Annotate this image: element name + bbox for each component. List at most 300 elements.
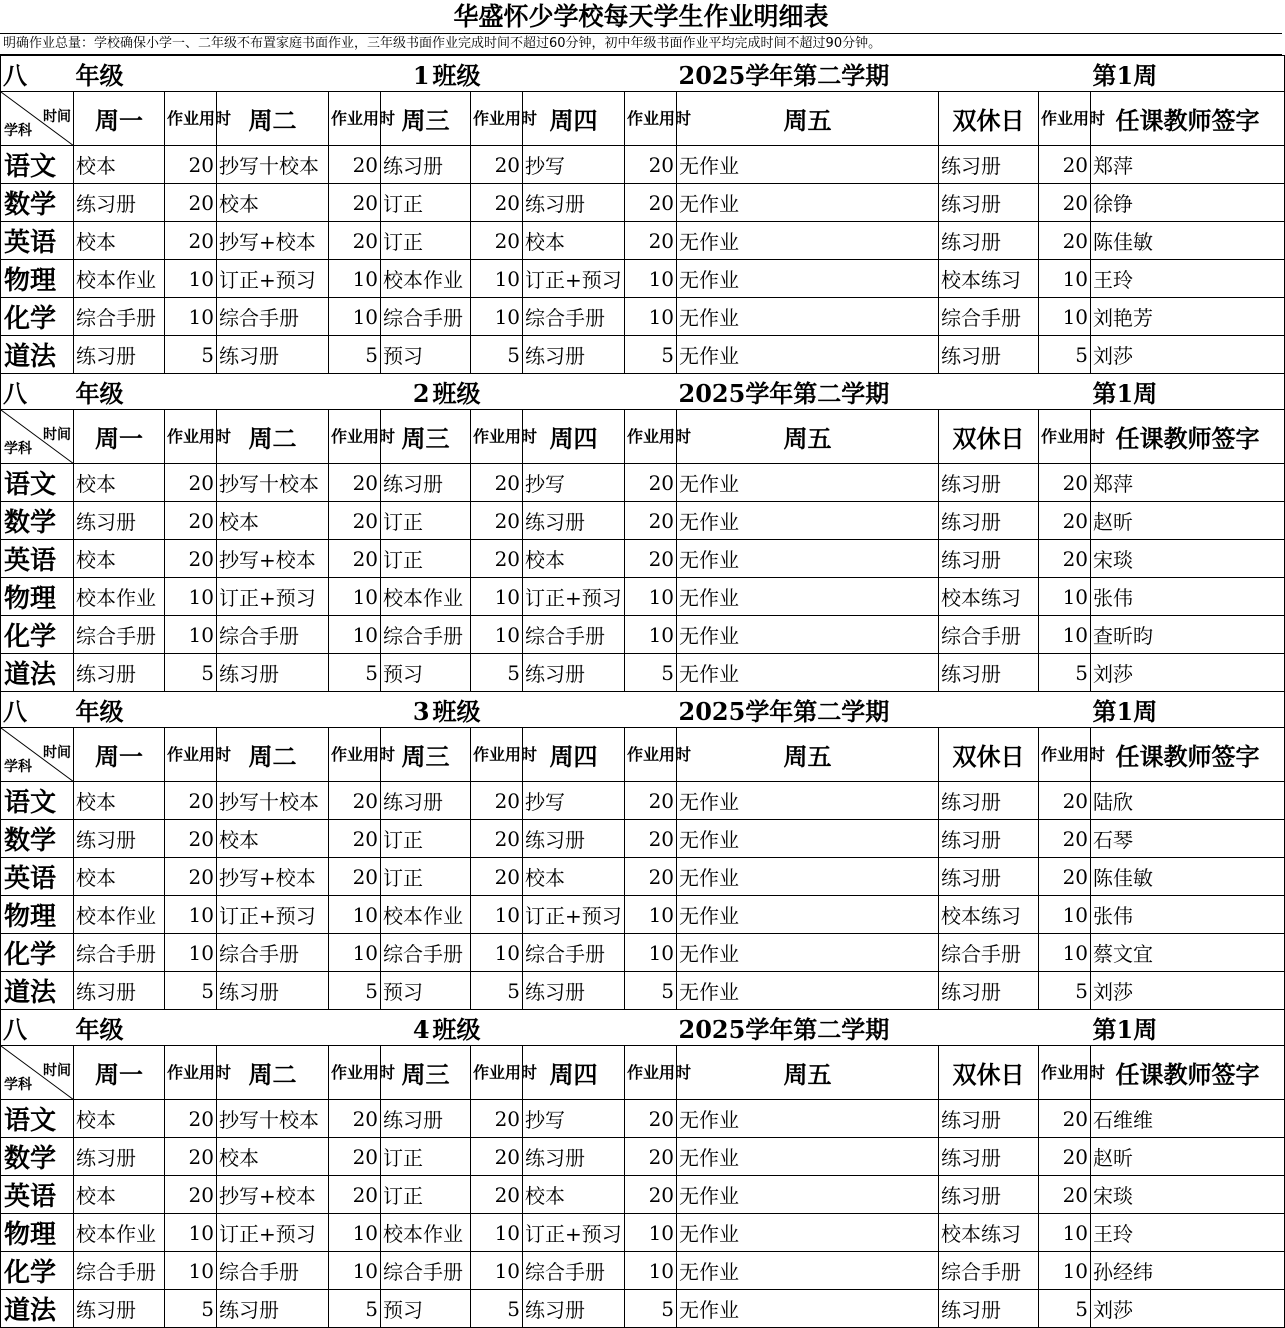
tue-homework: 练习册 <box>217 654 329 692</box>
wed-homework: 订正 <box>381 820 471 858</box>
mon-homework: 练习册 <box>74 502 165 540</box>
tue-homework: 订正+预习 <box>217 1214 329 1252</box>
thu-time: 20 <box>625 820 677 858</box>
header-weekend: 双休日 <box>939 410 1039 464</box>
fri-homework: 无作业 <box>677 222 939 260</box>
mon-time: 10 <box>165 934 217 972</box>
header-time: 作业用时 <box>471 410 523 464</box>
mon-homework: 练习册 <box>74 1290 165 1328</box>
class-number: 1 <box>412 61 430 90</box>
weekend-homework: 练习册 <box>939 1100 1039 1138</box>
thu-homework: 抄写 <box>523 782 625 820</box>
table-row <box>1 184 1285 222</box>
wed-homework: 校本作业 <box>381 260 471 298</box>
teacher-name: 陈佳敏 <box>1091 858 1285 896</box>
weekend-time: 20 <box>1039 222 1091 260</box>
header-time: 作业用时 <box>1039 410 1091 464</box>
thu-homework: 练习册 <box>523 1138 625 1176</box>
header-tue: 周二 <box>217 728 329 782</box>
mon-time: 20 <box>165 820 217 858</box>
mon-time: 20 <box>165 1100 217 1138</box>
wed-homework: 订正 <box>381 540 471 578</box>
weekend-homework: 练习册 <box>939 502 1039 540</box>
tue-time: 10 <box>329 1252 381 1290</box>
fri-homework: 无作业 <box>677 260 939 298</box>
weekend-time: 20 <box>1039 184 1091 222</box>
table-row <box>1 1214 1285 1252</box>
mon-homework: 校本作业 <box>74 578 165 616</box>
tue-homework: 抄写十校本 <box>217 146 329 184</box>
mon-homework: 校本 <box>74 1100 165 1138</box>
tue-homework: 抄写+校本 <box>217 222 329 260</box>
class-label: 班级 <box>432 379 481 408</box>
diagonal-header-cell <box>1 1046 74 1100</box>
thu-homework: 校本 <box>523 858 625 896</box>
teacher-name: 刘艳芳 <box>1091 298 1285 336</box>
weekend-time: 20 <box>1039 502 1091 540</box>
thu-homework: 抄写 <box>523 464 625 502</box>
header-time: 作业用时 <box>1039 92 1091 146</box>
thu-time: 5 <box>625 1290 677 1328</box>
table-row <box>1 1290 1285 1328</box>
teacher-name: 郑萍 <box>1091 464 1285 502</box>
table-row <box>1 336 1285 374</box>
column-header-row <box>1 92 1285 146</box>
class-label: 班级 <box>432 1015 481 1044</box>
table-row <box>1 820 1285 858</box>
teacher-name: 赵昕 <box>1091 1138 1285 1176</box>
wed-time: 20 <box>471 184 523 222</box>
grade-value: 八 <box>1 692 74 728</box>
column-header-row <box>1 728 1285 782</box>
header-time: 作业用时 <box>165 728 217 782</box>
weekend-time: 10 <box>1039 578 1091 616</box>
fri-homework: 无作业 <box>677 1100 939 1138</box>
header-time: 作业用时 <box>471 92 523 146</box>
mon-time: 5 <box>165 1290 217 1328</box>
weekend-time: 10 <box>1039 616 1091 654</box>
subject-name: 物理 <box>1 896 74 934</box>
wed-time: 10 <box>471 616 523 654</box>
term-label: 2025学年第二学期 <box>677 56 1039 92</box>
grade-label: 年级 <box>74 692 165 728</box>
mon-homework: 校本 <box>74 782 165 820</box>
wed-homework: 校本作业 <box>381 578 471 616</box>
tue-homework: 订正+预习 <box>217 578 329 616</box>
info-spacer <box>165 1010 381 1046</box>
header-time: 作业用时 <box>625 410 677 464</box>
tue-time: 20 <box>329 782 381 820</box>
mon-time: 20 <box>165 1138 217 1176</box>
weekend-homework: 综合手册 <box>939 298 1039 336</box>
class-number-cell <box>381 374 523 410</box>
fri-homework: 无作业 <box>677 1214 939 1252</box>
header-wed: 周三 <box>381 92 471 146</box>
table-row <box>1 540 1285 578</box>
class-number: 3 <box>412 697 430 726</box>
mon-homework: 校本 <box>74 540 165 578</box>
tue-time: 10 <box>329 934 381 972</box>
weekend-time: 20 <box>1039 782 1091 820</box>
tue-time: 10 <box>329 896 381 934</box>
mon-homework: 练习册 <box>74 184 165 222</box>
weekend-homework: 练习册 <box>939 464 1039 502</box>
wed-homework: 练习册 <box>381 464 471 502</box>
subject-name: 语文 <box>1 1100 74 1138</box>
grade-label: 年级 <box>74 56 165 92</box>
header-time: 作业用时 <box>165 1046 217 1100</box>
class-number: 4 <box>412 1015 430 1044</box>
teacher-name: 刘莎 <box>1091 972 1285 1010</box>
thu-time: 10 <box>625 298 677 336</box>
subject-name: 语文 <box>1 464 74 502</box>
thu-time: 10 <box>625 260 677 298</box>
info-spacer <box>1039 56 1091 92</box>
grade-value: 八 <box>1 56 74 92</box>
thu-time: 10 <box>625 934 677 972</box>
weekend-homework: 练习册 <box>939 336 1039 374</box>
weekend-homework: 练习册 <box>939 540 1039 578</box>
info-spacer <box>523 1010 677 1046</box>
wed-homework: 预习 <box>381 654 471 692</box>
tue-homework: 综合手册 <box>217 616 329 654</box>
wed-time: 10 <box>471 578 523 616</box>
thu-homework: 练习册 <box>523 502 625 540</box>
thu-time: 20 <box>625 464 677 502</box>
teacher-name: 王玲 <box>1091 1214 1285 1252</box>
wed-time: 10 <box>471 298 523 336</box>
header-time: 作业用时 <box>329 1046 381 1100</box>
wed-homework: 练习册 <box>381 782 471 820</box>
wed-homework: 预习 <box>381 336 471 374</box>
header-time: 作业用时 <box>625 92 677 146</box>
wed-time: 20 <box>471 1138 523 1176</box>
wed-homework: 校本作业 <box>381 896 471 934</box>
column-header-row <box>1 1046 1285 1100</box>
thu-time: 5 <box>625 336 677 374</box>
tue-homework: 校本 <box>217 1138 329 1176</box>
fri-homework: 无作业 <box>677 464 939 502</box>
thu-homework: 订正+预习 <box>523 578 625 616</box>
thu-time: 10 <box>625 578 677 616</box>
subject-name: 道法 <box>1 1290 74 1328</box>
weekend-time: 10 <box>1039 1252 1091 1290</box>
wed-time: 20 <box>471 782 523 820</box>
mon-time: 10 <box>165 298 217 336</box>
weekend-homework: 综合手册 <box>939 616 1039 654</box>
table-row <box>1 1100 1285 1138</box>
header-wed: 周三 <box>381 410 471 464</box>
header-fri: 周五 <box>677 92 939 146</box>
weekend-homework: 综合手册 <box>939 1252 1039 1290</box>
info-spacer <box>1039 1010 1091 1046</box>
header-time: 作业用时 <box>1039 1046 1091 1100</box>
thu-time: 20 <box>625 1176 677 1214</box>
fri-homework: 无作业 <box>677 972 939 1010</box>
header-teacher: 任课教师签字 <box>1091 728 1285 782</box>
wed-time: 5 <box>471 336 523 374</box>
mon-time: 10 <box>165 260 217 298</box>
mon-homework: 校本 <box>74 858 165 896</box>
weekend-homework: 练习册 <box>939 782 1039 820</box>
wed-homework: 订正 <box>381 858 471 896</box>
weekend-homework: 综合手册 <box>939 934 1039 972</box>
thu-homework: 练习册 <box>523 820 625 858</box>
header-time: 作业用时 <box>165 410 217 464</box>
mon-time: 20 <box>165 858 217 896</box>
subject-name: 化学 <box>1 616 74 654</box>
tue-time: 20 <box>329 540 381 578</box>
subject-name: 语文 <box>1 146 74 184</box>
table-row <box>1 1138 1285 1176</box>
tue-homework: 练习册 <box>217 336 329 374</box>
thu-time: 20 <box>625 502 677 540</box>
header-thu: 周四 <box>523 728 625 782</box>
header-wed: 周三 <box>381 1046 471 1100</box>
mon-time: 20 <box>165 1176 217 1214</box>
thu-homework: 综合手册 <box>523 1252 625 1290</box>
mon-homework: 练习册 <box>74 1138 165 1176</box>
teacher-name: 徐铮 <box>1091 184 1285 222</box>
header-time: 作业用时 <box>165 92 217 146</box>
thu-time: 10 <box>625 896 677 934</box>
mon-time: 10 <box>165 578 217 616</box>
weekend-homework: 校本练习 <box>939 578 1039 616</box>
diag-subject-label: 学科 <box>4 123 32 139</box>
teacher-name: 张伟 <box>1091 896 1285 934</box>
header-thu: 周四 <box>523 92 625 146</box>
teacher-name: 赵昕 <box>1091 502 1285 540</box>
table-row <box>1 654 1285 692</box>
header-mon: 周一 <box>74 92 165 146</box>
weekend-homework: 练习册 <box>939 654 1039 692</box>
thu-time: 20 <box>625 1138 677 1176</box>
header-time: 作业用时 <box>625 1046 677 1100</box>
thu-time: 10 <box>625 616 677 654</box>
mon-time: 10 <box>165 616 217 654</box>
table-row <box>1 934 1285 972</box>
class-info-row <box>1 56 1285 92</box>
tue-time: 10 <box>329 260 381 298</box>
term-label: 2025学年第二学期 <box>677 692 1039 728</box>
subject-name: 道法 <box>1 972 74 1010</box>
wed-time: 10 <box>471 1252 523 1290</box>
mon-homework: 综合手册 <box>74 934 165 972</box>
wed-homework: 订正 <box>381 184 471 222</box>
wed-time: 20 <box>471 820 523 858</box>
weekend-time: 20 <box>1039 1138 1091 1176</box>
wed-homework: 订正 <box>381 502 471 540</box>
subject-name: 道法 <box>1 654 74 692</box>
sheet-title: 华盛怀少学校每天学生作业明细表 <box>0 0 1282 34</box>
tue-homework: 抄写十校本 <box>217 464 329 502</box>
thu-time: 10 <box>625 1214 677 1252</box>
subject-name: 英语 <box>1 222 74 260</box>
header-time: 作业用时 <box>329 728 381 782</box>
table-row <box>1 298 1285 336</box>
diag-subject-label: 学科 <box>4 441 32 457</box>
tue-homework: 订正+预习 <box>217 896 329 934</box>
teacher-name: 宋琰 <box>1091 1176 1285 1214</box>
notice-text: 明确作业总量：学校确保小学一、二年级不布置家庭书面作业，三年级书面作业完成时间不超过60分钟，初中年级书面作业平均完成时间不超过90分钟。 <box>0 34 1282 55</box>
header-tue: 周二 <box>217 1046 329 1100</box>
thu-homework: 综合手册 <box>523 616 625 654</box>
teacher-name: 王玲 <box>1091 260 1285 298</box>
teacher-name: 郑萍 <box>1091 146 1285 184</box>
thu-homework: 抄写 <box>523 146 625 184</box>
table-row <box>1 1252 1285 1290</box>
thu-homework: 校本 <box>523 540 625 578</box>
tue-time: 20 <box>329 184 381 222</box>
weekend-time: 20 <box>1039 820 1091 858</box>
fri-homework: 无作业 <box>677 1176 939 1214</box>
mon-time: 10 <box>165 896 217 934</box>
class-number: 2 <box>412 379 430 408</box>
subject-name: 英语 <box>1 1176 74 1214</box>
header-time: 作业用时 <box>471 728 523 782</box>
header-fri: 周五 <box>677 728 939 782</box>
wed-homework: 综合手册 <box>381 1252 471 1290</box>
subject-name: 数学 <box>1 502 74 540</box>
weekend-homework: 练习册 <box>939 972 1039 1010</box>
tue-time: 20 <box>329 1138 381 1176</box>
wed-time: 20 <box>471 858 523 896</box>
fri-homework: 无作业 <box>677 578 939 616</box>
header-fri: 周五 <box>677 1046 939 1100</box>
wed-time: 5 <box>471 654 523 692</box>
weekend-homework: 校本练习 <box>939 260 1039 298</box>
info-spacer <box>165 692 381 728</box>
thu-time: 20 <box>625 222 677 260</box>
mon-homework: 综合手册 <box>74 1252 165 1290</box>
table-row <box>1 858 1285 896</box>
teacher-name: 查昕昀 <box>1091 616 1285 654</box>
weekend-homework: 练习册 <box>939 184 1039 222</box>
mon-time: 20 <box>165 184 217 222</box>
wed-time: 10 <box>471 934 523 972</box>
info-spacer <box>165 56 381 92</box>
header-teacher: 任课教师签字 <box>1091 1046 1285 1100</box>
subject-name: 英语 <box>1 540 74 578</box>
thu-homework: 订正+预习 <box>523 1214 625 1252</box>
header-time: 作业用时 <box>1039 728 1091 782</box>
fri-homework: 无作业 <box>677 782 939 820</box>
mon-homework: 校本 <box>74 146 165 184</box>
table-row <box>1 260 1285 298</box>
week-label: 第1周 <box>1091 1010 1285 1046</box>
mon-homework: 练习册 <box>74 820 165 858</box>
thu-homework: 练习册 <box>523 1290 625 1328</box>
teacher-name: 石琴 <box>1091 820 1285 858</box>
fri-homework: 无作业 <box>677 1252 939 1290</box>
tue-time: 5 <box>329 654 381 692</box>
thu-homework: 抄写 <box>523 1100 625 1138</box>
class-info-row <box>1 1010 1285 1046</box>
wed-homework: 预习 <box>381 972 471 1010</box>
fri-homework: 无作业 <box>677 654 939 692</box>
header-teacher: 任课教师签字 <box>1091 410 1285 464</box>
fri-homework: 无作业 <box>677 502 939 540</box>
thu-homework: 练习册 <box>523 184 625 222</box>
header-wed: 周三 <box>381 728 471 782</box>
subject-name: 数学 <box>1 184 74 222</box>
tue-time: 20 <box>329 820 381 858</box>
info-spacer <box>1039 374 1091 410</box>
wed-homework: 综合手册 <box>381 934 471 972</box>
wed-homework: 综合手册 <box>381 298 471 336</box>
weekend-time: 5 <box>1039 1290 1091 1328</box>
fri-homework: 无作业 <box>677 298 939 336</box>
tue-homework: 校本 <box>217 502 329 540</box>
diagonal-header-cell <box>1 92 74 146</box>
wed-homework: 订正 <box>381 1138 471 1176</box>
table-row <box>1 578 1285 616</box>
tue-homework: 抄写十校本 <box>217 1100 329 1138</box>
fri-homework: 无作业 <box>677 820 939 858</box>
tue-time: 20 <box>329 858 381 896</box>
tue-time: 20 <box>329 464 381 502</box>
fri-homework: 无作业 <box>677 336 939 374</box>
mon-homework: 校本作业 <box>74 260 165 298</box>
thu-homework: 订正+预习 <box>523 260 625 298</box>
table-row <box>1 1176 1285 1214</box>
tue-time: 10 <box>329 616 381 654</box>
weekend-homework: 练习册 <box>939 222 1039 260</box>
wed-time: 20 <box>471 1100 523 1138</box>
tue-homework: 订正+预习 <box>217 260 329 298</box>
tue-homework: 综合手册 <box>217 1252 329 1290</box>
tue-homework: 校本 <box>217 820 329 858</box>
wed-homework: 预习 <box>381 1290 471 1328</box>
header-thu: 周四 <box>523 1046 625 1100</box>
tue-homework: 抄写+校本 <box>217 858 329 896</box>
header-tue: 周二 <box>217 410 329 464</box>
thu-time: 20 <box>625 146 677 184</box>
mon-homework: 校本 <box>74 1176 165 1214</box>
weekend-homework: 练习册 <box>939 1290 1039 1328</box>
info-spacer <box>1039 692 1091 728</box>
week-label: 第1周 <box>1091 692 1285 728</box>
wed-homework: 练习册 <box>381 1100 471 1138</box>
tue-time: 20 <box>329 502 381 540</box>
mon-time: 5 <box>165 972 217 1010</box>
thu-homework: 校本 <box>523 222 625 260</box>
mon-time: 10 <box>165 1214 217 1252</box>
weekend-time: 10 <box>1039 260 1091 298</box>
subject-name: 英语 <box>1 858 74 896</box>
teacher-name: 宋琰 <box>1091 540 1285 578</box>
weekend-time: 10 <box>1039 896 1091 934</box>
tue-homework: 校本 <box>217 184 329 222</box>
subject-name: 语文 <box>1 782 74 820</box>
subject-name: 数学 <box>1 1138 74 1176</box>
table-row <box>1 464 1285 502</box>
header-weekend: 双休日 <box>939 728 1039 782</box>
mon-time: 20 <box>165 464 217 502</box>
tue-time: 5 <box>329 1290 381 1328</box>
header-time: 作业用时 <box>329 92 381 146</box>
tue-time: 10 <box>329 298 381 336</box>
thu-time: 20 <box>625 858 677 896</box>
mon-homework: 校本 <box>74 464 165 502</box>
weekend-homework: 校本练习 <box>939 896 1039 934</box>
wed-time: 10 <box>471 1214 523 1252</box>
thu-time: 5 <box>625 654 677 692</box>
mon-time: 20 <box>165 782 217 820</box>
tue-homework: 抄写+校本 <box>217 1176 329 1214</box>
teacher-name: 蔡文宜 <box>1091 934 1285 972</box>
weekend-time: 20 <box>1039 1100 1091 1138</box>
